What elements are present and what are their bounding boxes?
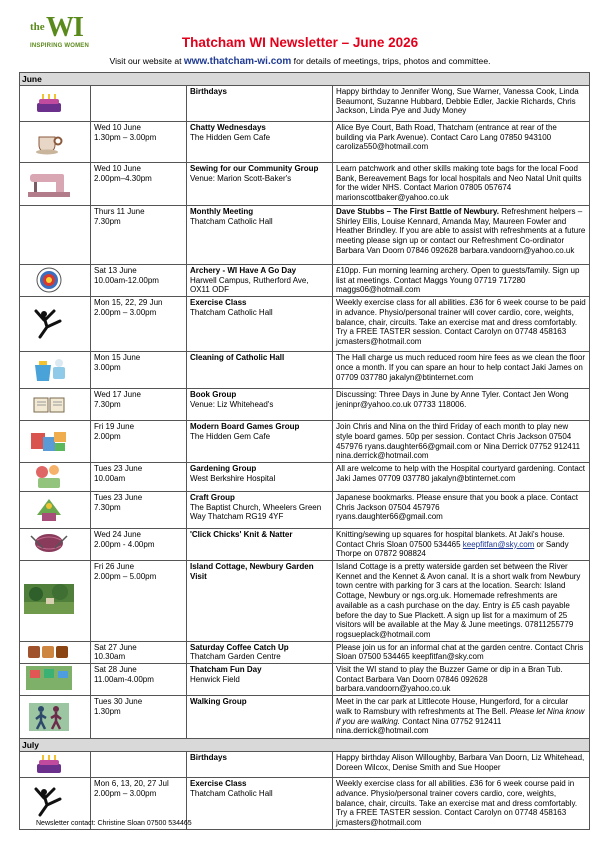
- event-venue: Harwell Campus, Rutherford Ave, OX11 ODF: [190, 275, 309, 295]
- sewing-machine-icon: [20, 163, 78, 204]
- birthday-cake-icon: [20, 86, 78, 120]
- event-venue: Thatcham Catholic Hall: [190, 307, 273, 317]
- event-date: Tues 30 June 1.30pm: [91, 696, 187, 739]
- month-label: July: [20, 739, 590, 752]
- event-row: [20, 206, 590, 265]
- event-image-cell: [20, 752, 91, 778]
- event-details: [333, 664, 590, 696]
- event-date: Mon 6, 13, 20, 27 Jul 2.00pm – 3.00pm: [91, 778, 187, 830]
- event-details: [333, 561, 590, 642]
- event-row: [20, 265, 590, 297]
- event-details-text: Learn patchwork and other skills making tote bags for the local Food Bank, Bereavement Bags for local hospitals and Neo Natal Unit quilts for the wider NHS. Contact Marion 07805 057674 marionscottbaker@yahoo.co.uk: [336, 164, 582, 203]
- event-details-text: Weekly exercise class for all abilities. £36 for 6 week course to be paid in advance. Physio/personal trainer will cover cardio, core, weights, balance, chair, circuits. Take an exercise mat and dress comfortably. Try a FREE TASTER session. Contact Carolyn on 07748 458163 jcmasters@hotmail.com: [336, 298, 586, 346]
- event-row: [20, 491, 590, 528]
- event-title-cell: [187, 491, 333, 528]
- knitting-yarn-icon: [20, 529, 78, 558]
- month-row-july: [20, 739, 590, 752]
- event-title-cell: [187, 122, 333, 163]
- craft-icon: [20, 492, 78, 527]
- event-title: 'Click Chicks' Knit & Natter: [190, 529, 293, 539]
- book-icon: [20, 389, 78, 419]
- event-details: [333, 421, 590, 463]
- event-row: [20, 641, 590, 663]
- event-row: [20, 352, 590, 389]
- event-details-text: £10pp. Fun morning learning archery. Open to guests/family. Sign up list at meetings. Contact Maggs Young 07719 717280 maggs06@hotmail.com: [336, 266, 580, 295]
- event-title: Exercise Class: [190, 779, 247, 789]
- event-venue: The Hidden Gem Cafe: [190, 431, 271, 441]
- event-title-cell: [187, 462, 333, 491]
- event-image-cell: [20, 86, 91, 122]
- event-title-cell: [187, 421, 333, 463]
- event-row: [20, 163, 590, 206]
- email-link[interactable]: keepfitfan@sky.com: [462, 539, 535, 549]
- event-title: Cleaning of Catholic Hall: [190, 353, 285, 363]
- event-image-cell: [20, 122, 91, 163]
- event-details-tail: or Sandy Thorpe on 07872 908824: [336, 539, 569, 559]
- event-row: [20, 561, 590, 642]
- event-image-cell: [20, 528, 91, 560]
- event-row: [20, 664, 590, 696]
- event-title: Sewing for our Community Group: [190, 164, 319, 173]
- logo-the: the: [30, 21, 45, 33]
- event-image-cell: [20, 421, 91, 463]
- event-details-tail: Contact Nina 07752 912411 nina.derrick@hotmail.com: [336, 716, 502, 736]
- event-details-text: Knitting/sewing up squares for hospital blankets. At Jaki's house. Contact Chris Sloan 07500 534465: [336, 529, 565, 549]
- event-date: Wed 17 June 7.30pm: [91, 389, 187, 421]
- event-image-cell: [20, 696, 91, 739]
- event-title-cell: [187, 752, 333, 778]
- birthday-cake-icon: [20, 752, 78, 776]
- event-image-cell: [20, 297, 91, 352]
- walking-icon: [20, 696, 78, 737]
- event-date: [91, 86, 187, 122]
- event-details-text: All are welcome to help with the Hospital courtyard gardening. Contact Jaki James 07709 037780 jakalyn@btinternet.com: [336, 463, 586, 483]
- yoga-pose-icon: [20, 297, 78, 350]
- event-details: [333, 352, 590, 389]
- event-details: [333, 206, 590, 265]
- event-date: Fri 26 June 2.00pm – 5.00pm: [91, 561, 187, 642]
- event-details: [333, 297, 590, 352]
- event-image-cell: [20, 462, 91, 491]
- event-details-text: Happy birthday Alison Willoughby, Barbara Van Doorn, Liz Whitehead, Doreen Wilcox, Denise Smith and Sue Hooper: [336, 753, 585, 772]
- event-title-cell: [187, 778, 333, 830]
- event-venue: Henwick Field: [190, 674, 240, 684]
- event-date: Mon 15, 22, 29 Jun 2.00pm – 3.00pm: [91, 297, 187, 352]
- event-details-text: Japanese bookmarks. Please ensure that you book a place. Contact Chris Jackson 07504 457976 ryans.daughter66@gmail.com: [336, 492, 578, 522]
- event-details-text: Please join us for an informal chat at the garden centre. Contact Chris Sloan 07500 534465 keepfitfan@sky.com: [336, 642, 584, 662]
- event-title-cell: [187, 297, 333, 352]
- month-row-june: [20, 73, 590, 86]
- intro-line: [0, 56, 600, 67]
- garden-photo-icon: [20, 561, 78, 636]
- event-date: Wed 10 June 1.30pm – 3.00pm: [91, 122, 187, 163]
- event-details-text: Meet in the car park at Littlecote House, Hungerford, for a circular walk to Ramsbury with refreshments at The Bell.: [336, 697, 569, 716]
- event-title: Walking Group: [190, 697, 247, 707]
- month-label: June: [20, 73, 590, 86]
- event-image-cell: [20, 641, 91, 663]
- event-speaker: Dave Stubbs – The First Battle of Newbury.: [336, 207, 499, 216]
- event-title: Island Cottage, Newbury Garden Visit: [190, 562, 314, 581]
- event-details-text: Alice Bye Court, Bath Road, Thatcham (entrance at rear of the building via Park Avenue). Contact Caro Lang 07850 943100 caroliza550@hotmail.com: [336, 123, 557, 152]
- event-venue: Thatcham Catholic Hall: [190, 216, 273, 226]
- event-details-text: Weekly exercise class for all abilities. £36 for 6 week course paid in advance. Physio/personal trainer covers cardio, core, weights, balance, chair, circuits. Take an exercise mat and dress comfortably. Try a FREE TASTER session. Contact Carolyn on 07748 458163 jcmasters@hotmail.com: [336, 779, 578, 827]
- event-title-cell: [187, 352, 333, 389]
- event-date: Thurs 11 June 7.30pm: [91, 206, 187, 265]
- event-venue: The Baptist Church, Wheelers Green Way Thatcham RG19 4YF: [190, 502, 322, 522]
- event-image-cell: [20, 163, 91, 206]
- event-venue: Venue: Liz Whitehead's: [190, 399, 274, 409]
- event-title: Birthdays: [190, 753, 227, 763]
- event-image-cell: [20, 491, 91, 528]
- event-image-cell: [20, 561, 91, 642]
- event-date: Sat 28 June 11.00am-4.00pm: [91, 664, 187, 696]
- event-details: [333, 752, 590, 778]
- coffee-cup-icon: [20, 642, 78, 661]
- event-title: Gardening Group: [190, 463, 257, 473]
- event-details-text: Happy birthday to Jennifer Wong, Sue Warner, Vanessa Cook, Linda Beaumont, Suzanne Hubbard, Debbie Edler, Jackie Richards, Chris Jackson, Linda Pye and Judy Money: [336, 87, 579, 116]
- event-date: Tues 23 June 7.30pm: [91, 491, 187, 528]
- event-details-text: Join Chris and Nina on the third Friday of each month to play new style board games. 50p per session. Contact Chris Jackson 07504 457976 ryans.daughter66@gmail.com or Nina Derrick 07752 912411 nina.derrick@hotmail.com: [336, 422, 581, 461]
- event-title: Craft Group: [190, 492, 235, 502]
- event-title: Birthdays: [190, 87, 227, 96]
- archery-target-icon: [20, 265, 78, 294]
- event-venue: West Berkshire Hospital: [190, 473, 276, 483]
- gardening-icon: [20, 463, 78, 490]
- logo-wi: WI: [46, 12, 83, 43]
- intro-after: for details of meetings, trips, photos and committee.: [291, 56, 491, 66]
- event-details: [333, 641, 590, 663]
- event-row: [20, 297, 590, 352]
- event-title: Book Group: [190, 390, 237, 400]
- event-title-cell: [187, 561, 333, 642]
- event-title-cell: [187, 696, 333, 739]
- event-details-text: Discussing: Three Days in June by Anne Tyler. Contact Jen Wong jeninpr@yahoo.co.uk 07733 118006.: [336, 390, 569, 409]
- event-image-cell: [20, 265, 91, 297]
- event-row: [20, 389, 590, 421]
- board-games-icon: [20, 421, 78, 460]
- event-details: [333, 462, 590, 491]
- event-title: Chatty Wednesdays: [190, 123, 266, 132]
- event-title-cell: [187, 641, 333, 663]
- event-details: [333, 265, 590, 297]
- event-details: [333, 491, 590, 528]
- event-row: [20, 421, 590, 463]
- event-row: [20, 528, 590, 560]
- event-title-cell: [187, 265, 333, 297]
- event-date: Sat 13 June 10.00am-12.00pm: [91, 265, 187, 297]
- event-title-cell: [187, 528, 333, 560]
- event-title: Thatcham Fun Day: [190, 665, 262, 675]
- events-table: [19, 72, 590, 830]
- event-details-text: Refreshment helpers – Shirley Ellis, Louise Kennard, Amanda May, Maureen Fowler and Heather Brindley. If you are able to assist with refreshments at a future meeting please sign up or contact our Refreshment Co-ordinator Barbara Van Doorn 07846 092628 barbara.vandoorn@yahoo.co.uk: [336, 207, 586, 255]
- event-title: Exercise Class: [190, 298, 247, 308]
- event-date: [91, 752, 187, 778]
- event-details: [333, 778, 590, 830]
- event-row: [20, 696, 590, 739]
- newsletter-title: Thatcham WI Newsletter – June 2026: [181, 35, 419, 50]
- intro-before: Visit our website at: [109, 56, 184, 66]
- event-details-text: The Hall charge us much reduced room hire fees as we clean the floor once a month. If you can spare an hour to help contact Jaki James on 07709 037780 jakalyn@btinternet.com: [336, 353, 586, 382]
- event-details: [333, 122, 590, 163]
- event-title-cell: [187, 206, 333, 265]
- event-row: [20, 752, 590, 778]
- event-row: [20, 122, 590, 163]
- event-date: Tues 23 June 10.00am: [91, 462, 187, 491]
- cleaning-bucket-icon: [20, 352, 78, 387]
- event-date: Wed 24 June 2.00pm - 4.00pm: [91, 528, 187, 560]
- event-details: [333, 389, 590, 421]
- event-date: Mon 15 June 3.00pm: [91, 352, 187, 389]
- event-details-text: Visit the WI stand to play the Buzzer Game or dip in a Bran Tub. Contact Barbara Van Doorn 07846 092628 barbara.vandoorn@yahoo.co.uk: [336, 665, 563, 694]
- event-details: [333, 696, 590, 739]
- event-venue: Thatcham Catholic Hall: [190, 788, 273, 798]
- event-venue: Venue: Marion Scott-Baker's: [190, 173, 292, 183]
- event-note: Please let Nina know if you are walking.: [336, 706, 585, 726]
- event-image-cell: [20, 352, 91, 389]
- footer-contact: Newsletter contact: Christine Sloan 07500 534465: [36, 820, 192, 827]
- website-link[interactable]: www.thatcham-wi.com: [183, 56, 292, 67]
- event-title-cell: [187, 163, 333, 206]
- event-date: Fri 19 June 2.00pm: [91, 421, 187, 463]
- event-image-cell: [20, 206, 91, 265]
- event-venue: The Hidden Gem Cafe: [190, 132, 271, 142]
- event-image-cell: [20, 664, 91, 696]
- event-details: [333, 163, 590, 206]
- event-details: [333, 528, 590, 560]
- event-venue: Thatcham Garden Centre: [190, 652, 281, 662]
- teacup-icon: [20, 122, 78, 161]
- event-title-cell: [187, 86, 333, 122]
- event-title: Archery - WI Have A Go Day: [190, 266, 297, 275]
- fun-day-icon: [20, 664, 78, 692]
- event-details: [333, 86, 590, 122]
- event-details-text: Island Cottage is a pretty waterside garden set between the River Kennet and the Kennet & Avon canal. It is a short walk from Newbury town centre with parking for 3 cars at the location. Search: Island Cottage, Newbury or ngs.org.uk. Homemade refreshments are available as a cash purchase on the day. Entry is £5 cash payable before the day to Sue Plackett. A sign up list for a maximum of 25 visitors will be available at the May & June meetings. 07811255779 rogsueplack@hotmail.com: [336, 562, 581, 639]
- yoga-pose-icon: [20, 778, 78, 826]
- event-title-cell: [187, 389, 333, 421]
- event-date: Sat 27 June 10.30am: [91, 641, 187, 663]
- event-row: [20, 86, 590, 122]
- event-title: Modern Board Games Group: [190, 422, 300, 432]
- event-row: [20, 462, 590, 491]
- event-date: Wed 10 June 2.00pm–4.30pm: [91, 163, 187, 206]
- event-image-cell: [20, 389, 91, 421]
- event-title: Saturday Coffee Catch Up: [190, 642, 289, 652]
- event-title-cell: [187, 664, 333, 696]
- event-title: Monthly Meeting: [190, 207, 254, 216]
- logo-tagline: INSPIRING WOMEN: [30, 43, 90, 49]
